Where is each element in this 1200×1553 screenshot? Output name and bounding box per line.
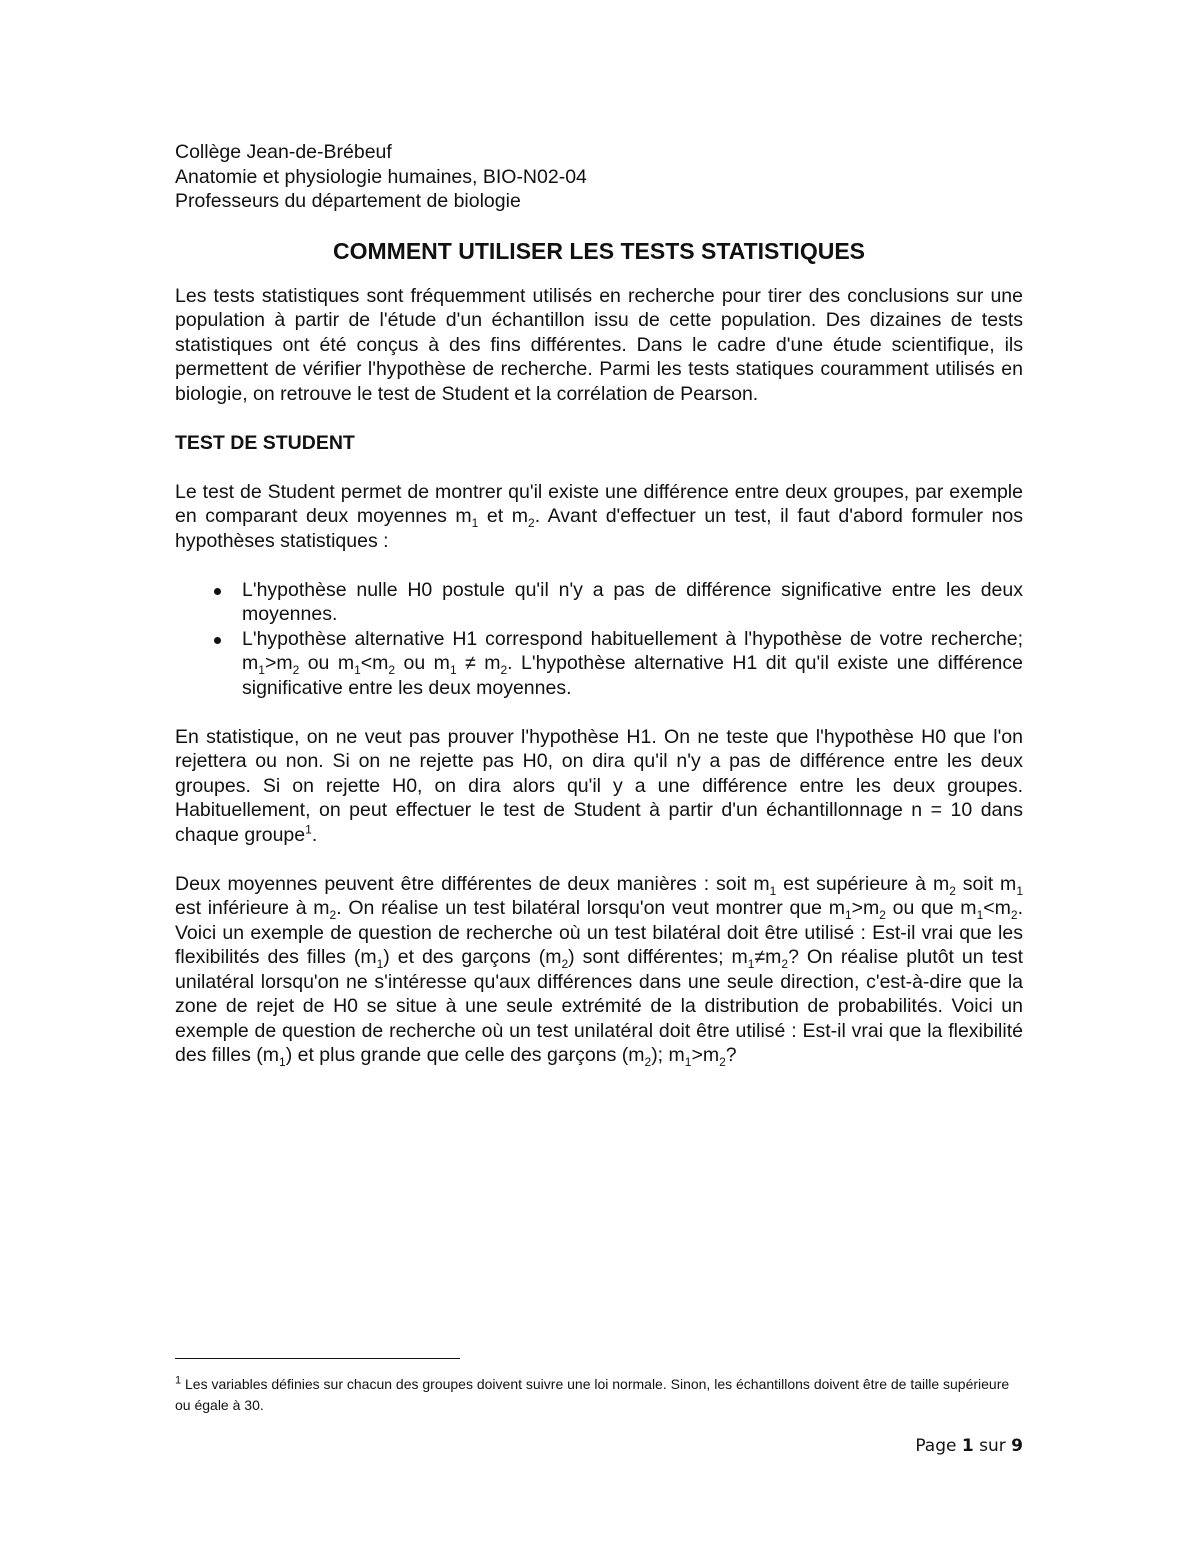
page-title: COMMENT UTILISER LES TESTS STATISTIQUES [333, 237, 865, 264]
footnote-marker: 1 [175, 1374, 182, 1387]
h0-h1-paragraph: En statistique, on ne veut pas prouver l'hypothèse H1. On ne teste que l'hypothèse H0 que l'on rejettera ou non. Si on ne rejette pas H0, on dira qu'il n'y a pas de différence entre les deux groupes. Si on rejette H0, on dira alors qu'il y a une différence entre les deux groupes. Habituellement, on peut effectuer le test de Student à partir d'un échantillonnage n = 10 dans chaque groupe$^1$. [175, 725, 1023, 846]
header-department: Professeurs du département de biologie [175, 190, 521, 212]
current-page: 1 [961, 1436, 974, 1456]
footnote-reference: 1 [305, 822, 312, 836]
total-pages: 9 [1011, 1436, 1023, 1456]
list-item-h1: L'hypothèse alternative H1 correspond habituellement à l'hypothèse de votre recherche; $m_1>m_2$ ou $m_1<m_2$ ou $m_1 \ne m_2$. L'hypothèse alternative H1 dit qu'il existe une différence significative entre les deux moyennes. [175, 627, 1023, 701]
footnote: $^1$ Les variables définies sur chacun des groupes doivent suivre une loi normale. Sinon, les échantillons doivent être de taille supérieure ou égale à 30. [175, 1374, 1010, 1413]
header-course: Anatomie et physiologie humaines, BIO-N02-04 [175, 165, 587, 188]
list-item-h0: L'hypothèse nulle H0 postule qu'il n'y a pas de différence significative entre les deux moyennes. [175, 578, 1023, 627]
hypotheses-list [175, 578, 1023, 701]
bilateral-unilateral-paragraph: Deux moyennes peuvent être différentes de deux manières : soit $m_1$ est supérieure à $m_2$ soit $m_1$ est inférieure à $m_2$. On réalise un test bilatéral lorsqu'on veut montrer que $m_1>m_2$ ou que $m_1<m_2$. Voici un exemple de question de recherche où un test bilatéral doit être utilisé : Est-il vrai que les flexibilités des filles $(m_1)$ et des garçons $(m_2)$ sont différentes; $m_1\ne m_2$? On réalise plutôt un test unilatéral lorsqu'on ne s'intéresse qu'aux différences dans une seule direction, c'est-à-dire que la zone de rejet de H0 se situe à une seule extrémité de la distribution de probabilités. Voici un exemple de question de recherche où un test unilatéral doit être utilisé : Est-il vrai que la flexibilité des filles $(m_1)$ et plus grande que celle des garçons $(m_2)$; $m_1>m_2$? [175, 872, 1024, 1069]
header-institution: Collège Jean-de-Brébeuf [175, 141, 392, 163]
bullet-icon [214, 588, 221, 595]
bullet-icon [214, 637, 221, 644]
intro-paragraph: Les tests statistiques sont fréquemment utilisés en recherche pour tirer des conclusions sur une population à partir de l'étude d'un échantillon issu de cette population. Des dizaines de tests statistiques ont été conçus à des fins différentes. Dans le cadre d'une étude scientifique, ils permettent de vérifier l'hypothèse de recherche. Parmi les tests statiques couramment utilisés en biologie, on retrouve le test de Student et la corrélation de Pearson. [175, 284, 1023, 405]
document-body [175, 140, 1023, 1068]
footnote-separator [175, 1358, 460, 1359]
section-heading-student: TEST DE STUDENT [175, 431, 355, 454]
page-number: Page 1 sur 9 [915, 1436, 1023, 1456]
student-paragraph: Le test de Student permet de montrer qu'il existe une différence entre deux groupes, par exemple en comparant deux moyennes $m_1$ et $m_2$. Avant d'effectuer un test, il faut d'abord formuler nos hypothèses statistiques : [175, 480, 1023, 552]
